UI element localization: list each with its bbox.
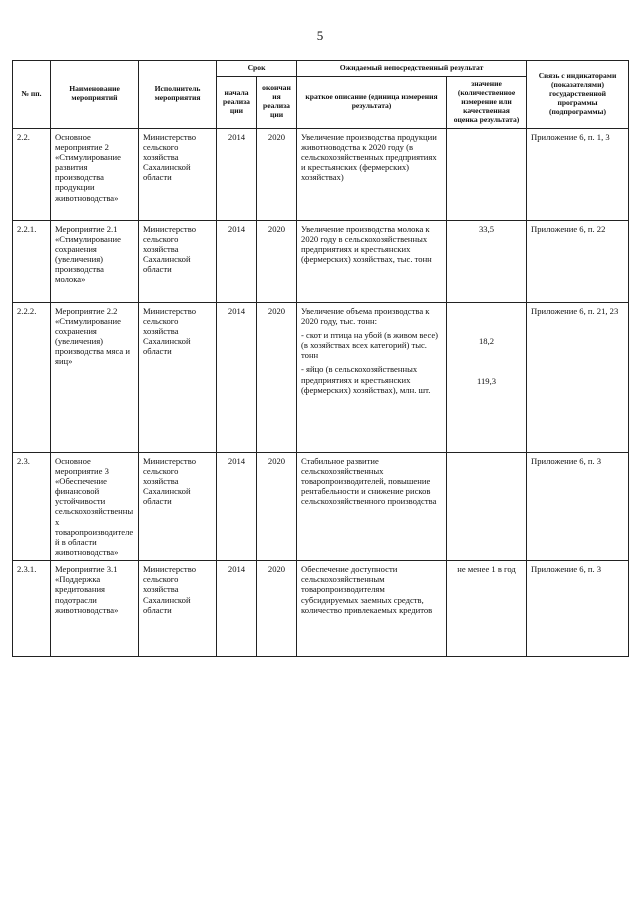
row-name: Основное мероприятие 3 «Обеспечение финансовой устойчивости сельскохозяйственных товаропроизводителей в области животноводства» — [51, 452, 139, 560]
brief-item: - скот и птица на убой (в живом весе) (в хозяйствах всех категорий) тыс. тонн — [301, 330, 439, 361]
row-num: 2.2.1. — [13, 220, 51, 302]
row-name: Мероприятие 2.2 «Стимулирование сохранения (увеличения) производства мяса и яиц» — [51, 302, 139, 452]
row-num: 2.2. — [13, 128, 51, 220]
header-period: Срок — [217, 61, 297, 77]
table-row — [13, 128, 629, 220]
table-row — [13, 561, 629, 657]
row-value-cell — [447, 302, 527, 452]
header-brief: краткое описание (единица измерения результата) — [297, 76, 447, 128]
row-end: 2020 — [257, 128, 297, 220]
row-brief: Увеличение объема производства к 2020 году, тыс. тонн: — [301, 305, 430, 326]
row-executor: Министерство сельского хозяйства Сахалинской области — [139, 302, 217, 452]
table-row — [13, 302, 629, 452]
header-result: Ожидаемый непосредственный результат — [297, 61, 527, 77]
row-end: 2020 — [257, 452, 297, 560]
row-value — [447, 452, 527, 560]
row-num: 2.3.1. — [13, 561, 51, 657]
row-end: 2020 — [257, 561, 297, 657]
row-executor: Министерство сельского хозяйства Сахалинской области — [139, 561, 217, 657]
row-value — [447, 128, 527, 220]
row-brief: Стабильное развитие сельскохозяйственных товаропроизводителей, повышение рентабельности и снижение рисков сельскохозяйственного производства — [297, 452, 447, 560]
brief-item-value: 18,2 — [478, 335, 495, 346]
table-row — [13, 220, 629, 302]
row-start: 2014 — [217, 561, 257, 657]
row-link: Приложение 6, п. 3 — [527, 452, 629, 560]
brief-item: - яйцо (в сельскохозяйственных предприятиях и крестьянских (фермерских) хозяйствах), млн. шт. — [301, 364, 431, 395]
row-brief: Обеспечение доступности сельскохозяйственным товаропроизводителям субсидируемых заемных средств, количество привлекаемых кредитов — [297, 561, 447, 657]
header-num: № пп. — [13, 61, 51, 129]
header-executor: Исполнитель мероприятия — [139, 61, 217, 129]
row-start: 2014 — [217, 128, 257, 220]
header-end: окончания реализации — [257, 76, 297, 128]
row-start: 2014 — [217, 220, 257, 302]
row-name: Основное мероприятие 2 «Стимулирование развития производства продукции животноводства» — [51, 128, 139, 220]
row-name: Мероприятие 2.1 «Стимулирование сохранения (увеличения) производства молока» — [51, 220, 139, 302]
measures-table — [12, 60, 629, 657]
row-executor: Министерство сельского хозяйства Сахалинской области — [139, 220, 217, 302]
row-end: 2020 — [257, 220, 297, 302]
row-value: не менее 1 в год — [447, 561, 527, 657]
page-number: 5 — [316, 28, 324, 43]
row-end: 2020 — [257, 302, 297, 452]
row-brief: Увеличение производства продукции животноводства к 2020 году (в сельскохозяйственных предприятиях и крестьянских (фермерских) хозяйствах) — [297, 128, 447, 220]
row-brief: Увеличение производства молока к 2020 году в сельскохозяйственных предприятиях и крестьянских (фермерских) хозяйствах, тыс. тонн — [297, 220, 447, 302]
row-link: Приложение 6, п. 3 — [527, 561, 629, 657]
header-start: начала реализации — [217, 76, 257, 128]
header-name: Наименование мероприятий — [51, 61, 139, 129]
row-value: 33,5 — [447, 220, 527, 302]
row-executor: Министерство сельского хозяйства Сахалинской области — [139, 452, 217, 560]
row-name: Мероприятие 3.1 «Поддержка кредитования подотрасли животноводства» — [51, 561, 139, 657]
header-value: значение (количественное измерение или качественная оценка результата) — [447, 76, 527, 128]
row-link: Приложение 6, п. 21, 23 — [527, 302, 629, 452]
brief-item-value: 119,3 — [477, 375, 497, 386]
table-row — [13, 452, 629, 560]
header-link: Связь с индикаторами (показателями) государственной программы (подпрограммы) — [527, 61, 629, 129]
row-start: 2014 — [217, 302, 257, 452]
row-link: Приложение 6, п. 1, 3 — [527, 128, 629, 220]
row-link: Приложение 6, п. 22 — [527, 220, 629, 302]
row-brief-cell — [297, 302, 447, 452]
row-num: 2.3. — [13, 452, 51, 560]
row-start: 2014 — [217, 452, 257, 560]
row-executor: Министерство сельского хозяйства Сахалинской области — [139, 128, 217, 220]
row-num: 2.2.2. — [13, 302, 51, 452]
